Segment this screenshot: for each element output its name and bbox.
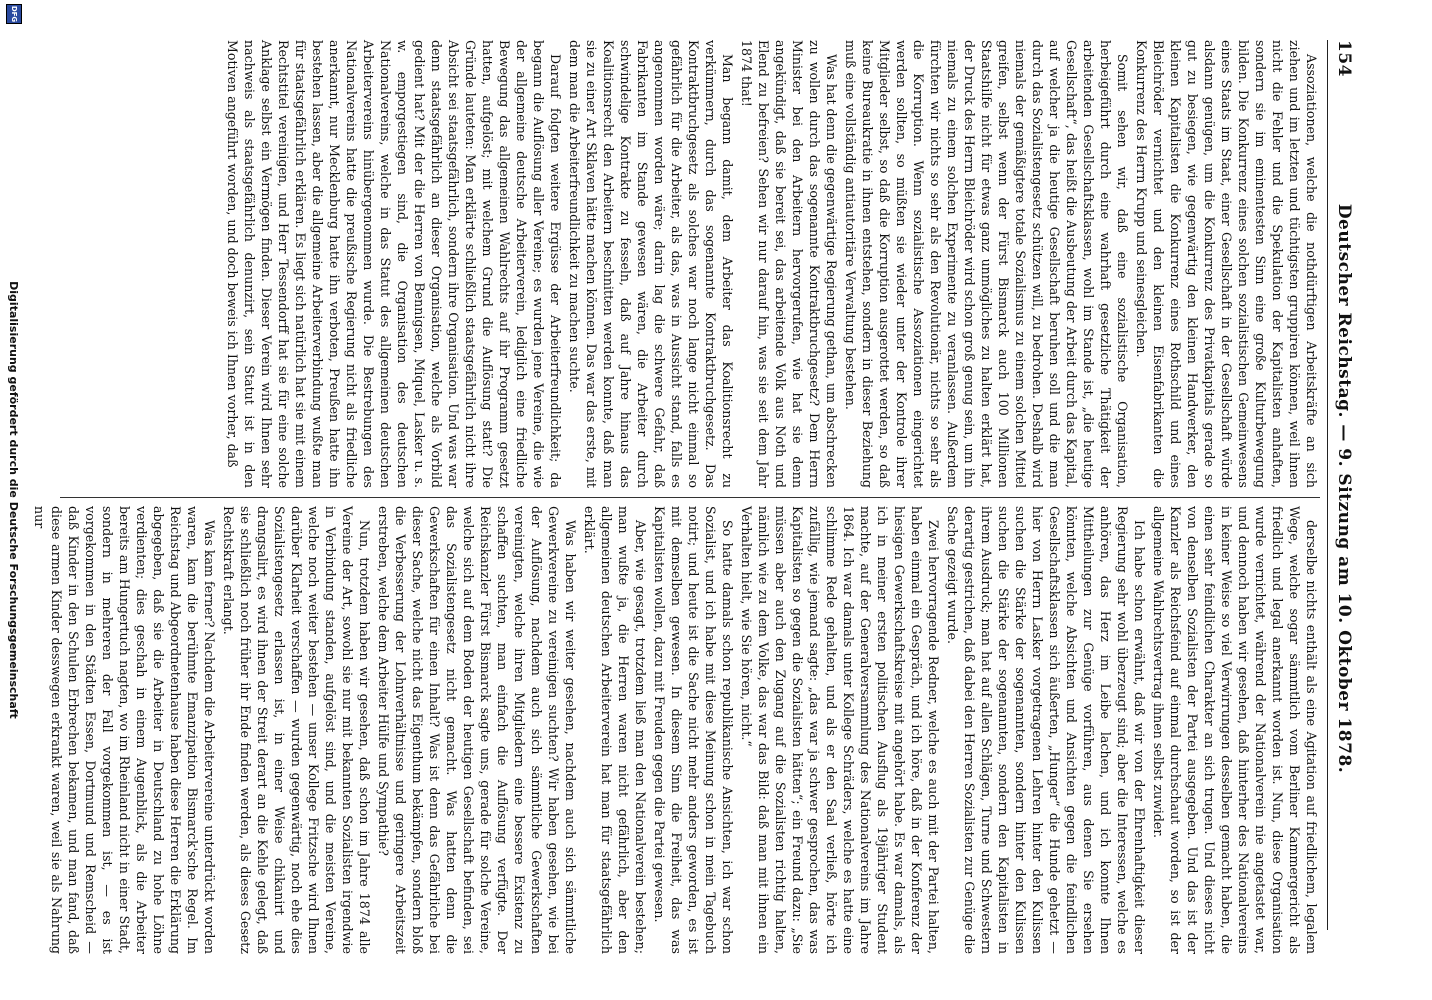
page-number: 154 — [1334, 40, 1354, 77]
paragraph: Was kam ferner? Nachdem die Arbeitervereine unterdrückt worden waren, kam die berühmte Emanzipation Bismarck'sche Regel. Im Reichstag und Abgeordnetenhause haben diese Herren die Erklärung abgegeben, daß sie die Arbeiter in Deutschland zu hohe Löhne verdienten; dies geschah in einem Augenblick, als die Arbeiter bereits am Hungertuch nagten, wo im Rheinland nicht in einer Stadt, sondern in mehreren der Fall vorgekommen ist, — es ist vorgekommen in den Städten Essen, Dortmund und Remscheid — daß Kinder in den Schulen Erbrechen bekamen, und man fand, daß diese armen Kinder desswegen erkrankt waren, weil sie als Nahrung nur — [32, 506, 217, 954]
paragraph: Ich habe schon erwähnt, daß wir von der Ehrenhaftigkeit dieser Regierung sehr wohl überzeugt sind; aber die Interessen, welche es anhören, das Herz im Leibe lachen, und ich konnte Ihnen Mittheilungen zur Genüge vorführen, aus denen Sie ersehen könnten, welche Absichten und Ansichten gegen die feindlichen Gesellschaftsklassen sich äußerten, „Hunger“ die Hunde gehetzt — hier von Herrn Lasker vorgetragenen Lehren hinter den Kulissen suchen die Stärke der sogenannten, sondern hinter den Kulissen suchen die Stärke der sogenannten, sondern den Kapitalisten in ihrem Ausdruck; man hat auf allen Schlägen, Turne und Schwestern derartig gestrichen, daß dabei den Herren Sozialisten zur Genüge die Sache gezeigt wurde. — [945, 506, 1147, 954]
paragraph: Aber, wie gesagt, trotzdem ließ man den Nationalverein bestehen; man wußte ja, die Herren waren nicht gefährlich, aber den allgemeinen deutschen Arbeiterverein hat man für staatsgefährlich erklärt. — [582, 506, 648, 954]
paragraph: Zwei hervorragende Redner, welche es auch mit der Partei halten, haben einmal ein Gespräch, und ich höre, daß in der Konferenz der hiesigen Gewerkschaftskreise mit angehört habe. Es war damals, als ich in meiner ersten politischen Ausflug als 19jähriger Student machte, auf der Generalversammlung des Nationalvereins im Jahre 1864. Ich war damals unter Kollege Schräders, welche es hatte eine schlimme Rede gehalten, und als er den Saal verließ, hörte ich zufällig, wie jemand sagte: „das war ja schwer gesprochen, das was Kapitalisten so gegen die Sozialisten hätten“; ein Freund dazu: „Sie müssen aber auch den Zugang auf die Sozialisten richtig halten, nämlich wie zu dem Volke, das war das Bild: daß man mit ihnen ein Verhalten hielt, wie Sie hören, nicht.“ — [739, 506, 941, 954]
dfg-logo-text: DFG — [10, 5, 18, 23]
paragraph: So hatte damals schon republikanische Ansichten, ich war schon Sozialist, und ich habe mit diese Meinung schon in mein Tagebuch notirt; und heute ist die Sache nicht mehr anders geworden, es ist mit demselben gewesen. In diesem Sinn die Freiheit, das was Kapitalisten wollen, dazu mit Freuden gegen die Partei gewesen. — [652, 506, 735, 954]
paragraph: Was hat denn die gegenwärtige Regierung gethan, um abschrecken zu wollen durch das sogenannte Kontraktbruchgesetz? Dem Herrn Minister bei den Arbeitern hervorgerufen, wie hat sie denn angekündigt, daß sie bereit sei, das arbeitende Volk aus Noth und Elend zu befreien? Sehen wir nur darauf hin, was sie seit dem Jahr 1874 that! — [739, 40, 839, 488]
paragraph: Darauf folgten weitere Ergüsse der Arbeiterfreundlichkeit; da begann die Auflösung aller Vereine; es wurden jene Vereine, die wie der allgemeine deutsche Arbeiterverein, lediglich eine friedliche Bewegung das allgemeinen Wahlrechts auf ihr Programm gesetzt hatten, aufgelöst; mit welchem Grund die Auflösung statt? Die Gründe lauteten: Man erklärte schließlich staatsgefährlich nicht ihre Absicht sei staatsgefährlich, sondern ihre Organisation. Und was war denn staatsgefährlich an dieser Organisation, welche als Vorbild gedient hat? Mit der die Herren von Bennigsen, Miquel, Lasker u. s. w. emporgestiegen sind, die Organisation des deutschen Nationalvereins, welche in das Statut des allgemeinen deutschen Arbeitervereins hinübergenommen wurde. Die Bestrebungen des Nationalvereins hatte die preußische Regierung nicht als friedliche anerkannt, nur Mecklenburg hatte ihn verboten, Preußen hatte ihn bestehen lassen, aber die allgemeine Arbeiterverbindung wußte man für staatsgefährlich erklären. Es liegt sich natürlich hat sie mit einem Rechtstitel vereinigen, und Herr Tessendorff hat sie für eine solche Anklage selbst ein Vermögen finden. Dieser Verein wird Ihnen sehr nachweis als staatsgefährlich denunzirt, sein Statut ist in den Motiven angeführt worden, und doch beweis ich Ihnen vorher, daß — [225, 40, 563, 488]
header-rule — [1327, 40, 1328, 930]
paragraph: derselbe nichts enthält als eine Agitation auf friedlichem, legalem Wege, welche sogar sämmtlich vom Berliner Kammergericht als friedlich und legal anerkannt worden ist. Nun, diese Organisation wurde vernichtet, während der Nationalverein nie angetastet war, und dennoch haben wir gesehen, daß hinterher des Nationalvereins in keiner Weise so viel Verwirrungen desselben gemacht haben, die einen sehr feindlichen Charakter an sich trugen. Und dieses nicht von denselben Sozialisten der Partei ausgegeben. Und das ist der Kanzler als Reichsfeind auf einmal durchschaut worden, so ist der allgemeine Wahlrechtsvertrag ihnen selbst zuwider. — [1151, 506, 1319, 954]
paragraph: Man begann damit, dem Arbeiter das Koalitionsrecht zu verkümmern, durch das sogenannte Kontraktbruchgesetz. Das Kontraktbruchgesetz als solches war noch lange nicht einmal so gefährlich für die Arbeiter, als das, was in Aussicht stand, falls es angenommen worden wäre; darin lag die schwere Gefahr, daß Fabrikanten im Stande gewesen wären, die Arbeiter durch schwindelige Kontrakte zu fesseln, daß auf Jahre hinaus das Koalitionsrecht den Arbeitern beschnitten werden konnte, daß man sie zu einer Art Sklaven hätte machen können. Das war das erste, mit dem man die Arbeiterfreundlichkeit zu machen suchte. — [567, 40, 735, 488]
column-divider — [60, 497, 1320, 498]
digitization-note — [0, 0, 28, 1000]
paragraph: Was haben wir weiter gesehen, nachdem auch sich sämmtliche Gewerkvereine zu vereinigen suchten? Wir haben gesehen, wie bei der Auflösung, nachdem auch sich sämmtliche Gewerkschaften vereinigten, welche ihren Mitgliedern eine bessere Existenz zu schaffen suchten, man einfach die Auflösung verfügte. Der Reichskanzler Fürst Bismarck sagte uns, gerade für solche Vereine, welche sich auf dem Boden der heutigen Gesellschaft befinden, sei das Sozialistengesetz nicht gemacht. Was hatten denn die Gewerkschaften für einen Inhalt? Was ist denn das Gefährliche bei dieser Sache, welche nicht das Eigenthum bekämpfen, sondern bloß die Verbesserung der Lohnverhältnisse und geringere Arbeitszeit erstreben, welche dem Arbeiter Hülfe und Sympathie? — [376, 506, 578, 954]
paragraph: Somit sehen wir, daß eine sozialistische Organisation, herbeigeführt durch eine wahrhaft gesetzliche Thätigkeit der arbeitenden Gesellschaftsklassen, wohl im Stande ist, „die heutige Gesellschaft“, das heißt die Ausbeutung der Arbeit durch das Kapital, auf welcher ja die heutige Gesellschaft beruhen soll und die man durch das Sozialistengesetz schützen will, zu bedrohen. Deshalb wird niemals der gemäßigtere totale Sozialismus zu einem solchen Mittel greifen, selbst wenn der Fürst Bismarck auch 100 Millionen Staatshilfe nicht für etwas ganz unmögliches zu halten erklärt hat, der Druck des Herrn Bleichröder wird schon groß genug sein, um ihn niemals zu einem solchen Experimente zu veranlassen. Außerdem fürchten wir nichts so sehr als den Revolutionär, nichts so sehr als die Korruption. Wenn sozialistische Assoziationen eingerichtet werden sollten, so müßten sie wieder unter der Kontrole ihrer Mitglieder selbst, so daß die Korruption ausgerottet werden, so daß keine Bureaukratie in ihnen entstehen, sondern in dieser Beziehung muß eine vollständig antiautoritäre Verwaltung bestehen. — [843, 40, 1130, 488]
dfg-logo-icon — [6, 4, 22, 24]
right-column — [32, 506, 1320, 954]
page-header — [1332, 40, 1356, 930]
digitization-note-text: Digitalisierung gefördert durch die Deutsche Forschungsgemeinschaft — [7, 281, 21, 719]
left-column — [40, 40, 1320, 488]
paragraph: Nun, trotzdem haben wir gesehen, daß schon im Jahre 1874 alle Vereine der Art, sowohl sie nur mit bekannten Sozialisten irgendwie in Verbindung standen, aufgelöst sind, und die meisten Vereine, welche noch weiter bestehen — unser Kollege Fritzsche wird Ihnen darüber Klarheit verschaffen — wurden gegenwärtig, noch ehe dies Sozialistengesetz erlassen ist, in einer Weise chikanirt und drangsalirt, es wird ihnen der Streit derart an die Kehle gelegt, daß sie schließlich noch früher ihr Ende finden werden, als dieses Gesetz Rechtskraft erlangt. — [221, 506, 372, 954]
page-title: Deutscher Reichstag. — 9. Sitzung am 10. Oktober 1878. — [1334, 203, 1354, 774]
paragraph: Assoziationen, welche die nothdürftigen Arbeitskräfte an sich ziehen und im letzten und tüchtigsten gruppiren können, weil ihnen nicht die Fehler und die Spekulation der Kapitalisten anhaften, sondern sie im eminentesten Sinn eine große Kulturbewegung bilden. Die Konkurrenz eines solchen sozialistischen Gemeinwesens eines Staats im Staat, einer Gesellschaft in der Gesellschaft würde alsdann genügen, um die Konkurrenz des Privatkapitals gerade so gut zu besiegen, wie gegenwärtig den kleinen Handwerker, den kleinen Kapitalisten die Konkurrenz eines Rothschild und eines Bleichröder vernichtet und den kleinen Eisenfabrikanten die Konkurrenz des Herrn Krupp und seinesgleichen. — [1134, 40, 1319, 488]
